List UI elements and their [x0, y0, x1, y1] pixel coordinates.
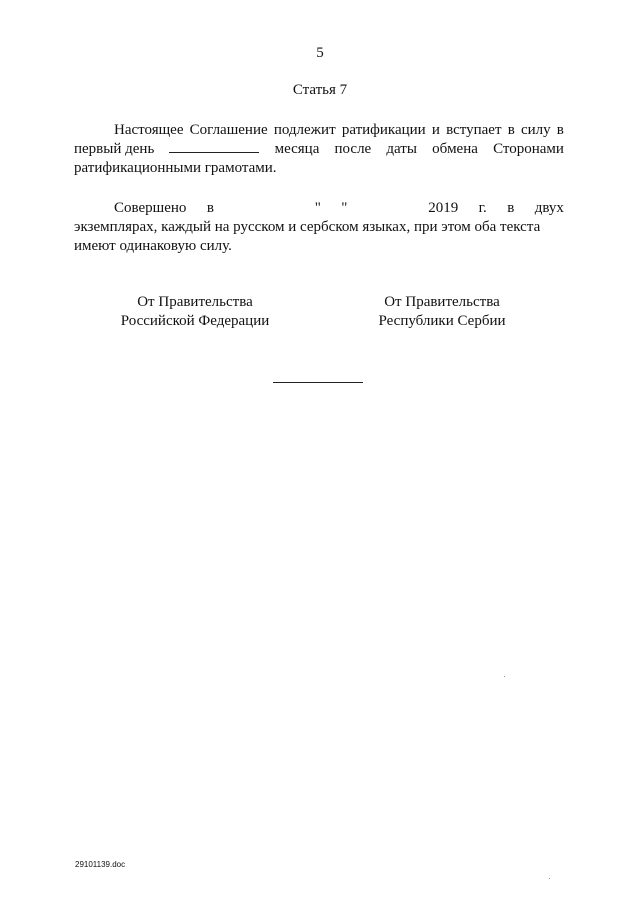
- word: ": [341, 200, 348, 216]
- paragraph-ratification: [74, 121, 564, 178]
- file-code: 29101139.doc: [75, 860, 126, 869]
- signature-line: От Правительства: [384, 294, 500, 310]
- page-number: 5: [316, 45, 324, 61]
- word: подлежит: [273, 122, 336, 138]
- paragraph-line: [74, 140, 564, 159]
- word: после: [334, 141, 372, 157]
- word: в: [507, 200, 515, 216]
- word: силу: [520, 122, 551, 138]
- scan-speck: [504, 676, 505, 677]
- signature-block-russia: [110, 293, 280, 331]
- word: 2019: [428, 200, 459, 216]
- word: Сторонами: [493, 141, 564, 157]
- word: в: [507, 122, 515, 138]
- word: первый день: [74, 141, 155, 157]
- paragraph-line: [74, 121, 564, 140]
- word: в: [206, 200, 214, 216]
- word: месяца: [274, 141, 320, 157]
- signature-block-serbia: [357, 293, 527, 331]
- blank-field: [169, 140, 259, 153]
- article-title: Статья 7: [292, 82, 348, 98]
- scan-speck: [549, 878, 550, 879]
- paragraph-signed: [74, 199, 564, 256]
- word: даты: [386, 141, 417, 157]
- word: Настоящее: [114, 122, 184, 138]
- word: и: [431, 122, 440, 138]
- word: обмена: [432, 141, 478, 157]
- separator-line: [273, 382, 363, 383]
- word: ратификации: [341, 122, 426, 138]
- signature-line: Российской Федерации: [120, 313, 270, 329]
- word: г.: [478, 200, 487, 216]
- word: Совершено: [114, 200, 187, 216]
- signature-line: Республики Сербии: [378, 313, 506, 329]
- word: Соглашение: [189, 122, 268, 138]
- word: ": [314, 200, 321, 216]
- signature-line: От Правительства: [137, 294, 253, 310]
- word: вступает: [446, 122, 502, 138]
- word: в: [556, 122, 564, 138]
- paragraph-line: [74, 199, 564, 218]
- word: двух: [534, 200, 564, 216]
- paragraph-line: ратификационными грамотами.: [74, 160, 277, 176]
- paragraph-line: имеют одинаковую силу.: [74, 238, 232, 254]
- paragraph-line: экземплярах, каждый на русском и сербском языках, при этом оба текста: [74, 219, 541, 235]
